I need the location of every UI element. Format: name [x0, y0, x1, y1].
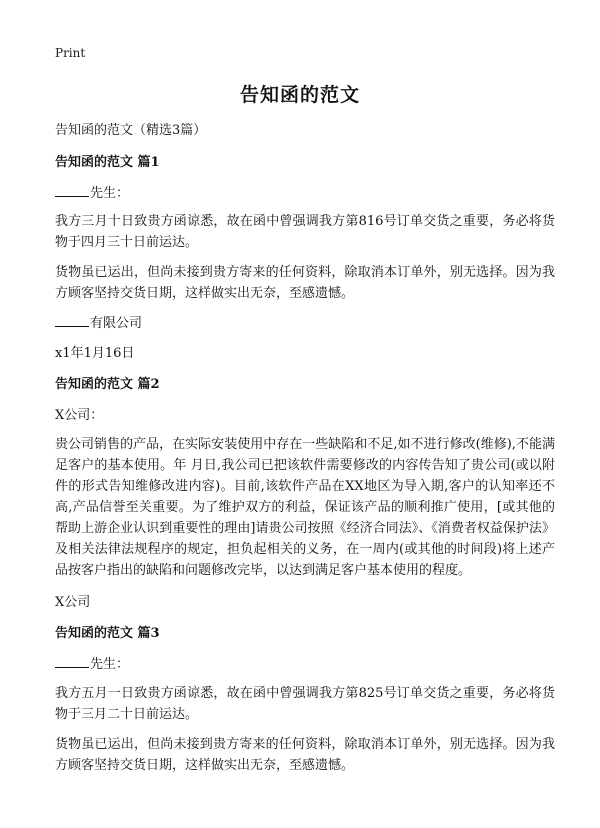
document-subtitle: 告知函的范文（精选3篇）: [55, 123, 207, 138]
section-2-signature: X公司: [55, 595, 91, 610]
section-1-salutation: 先生：: [90, 186, 130, 201]
blank-underline: [55, 655, 89, 668]
section-3-salutation: 先生：: [90, 657, 130, 672]
section-1-heading: 告知函的范文 篇1: [55, 155, 160, 170]
section-3-paragraph-2: 货物虽已运出，但尚未接到贵方寄来的任何资料，除取消本订单外，别无选择。因为我方顾客坚持交货日期，这样做实出无奈，至感遗憾。: [55, 737, 555, 773]
section-2-salutation: X公司：: [55, 408, 104, 423]
section-3-heading: 告知函的范文 篇3: [55, 626, 160, 641]
section-2-paragraph-1: 贵公司销售的产品，在实际安装使用中存在一些缺陷和不足,如不进行修改(维修),不能满足客户的基本使用。年 月日,我公司已把该软件需要修改的内容传告知了贵公司(或以附件的形式告知维修改进内容)。目前,该软件产品在XX地区为导入期,客户的认知率还不高,产品信誉至关重要。为了维护双方的利益，保证该产品的顺利推广使用，[或其他的帮助上游企业认识到重要性的理由]请贵公司按照《经济合同法》、《消费者权益保护法》及相关法律法规程序的规定，担负起相关的义务，在一周内(或其他的时间段)将上述产品按客户指出的缺陷和问题修改完毕，以达到满足客户基本使用的程度。: [55, 437, 555, 578]
section-1-signature-line: [55, 313, 555, 334]
section-1-signature: 有限公司: [90, 316, 143, 331]
section-1-salutation-line: [55, 183, 555, 204]
blank-underline: [55, 314, 89, 327]
document-title: 告知函的范文: [239, 84, 360, 106]
section-1-date: x1年1月16日: [55, 346, 135, 361]
blank-underline: [55, 184, 89, 197]
print-label: Print: [55, 46, 86, 60]
section-3-salutation-line: [55, 654, 555, 675]
section-1-paragraph-1: 我方三月十日致贵方函谅悉，故在函中曾强调我方第816号订单交货之重要，务必将货物于四月三十日前运达。: [55, 214, 555, 250]
section-1-paragraph-2: 货物虽已运出，但尚未接到贵方寄来的任何资料，除取消本订单外，别无选择。因为我方顾客坚持交货日期，这样做实出无奈，至感遗憾。: [55, 265, 555, 301]
section-3-paragraph-1: 我方五月一日致贵方函谅悉，故在函中曾强调我方第825号订单交货之重要，务必将货物于三月二十日前运达。: [55, 686, 555, 722]
section-2-heading: 告知函的范文 篇2: [55, 377, 160, 392]
